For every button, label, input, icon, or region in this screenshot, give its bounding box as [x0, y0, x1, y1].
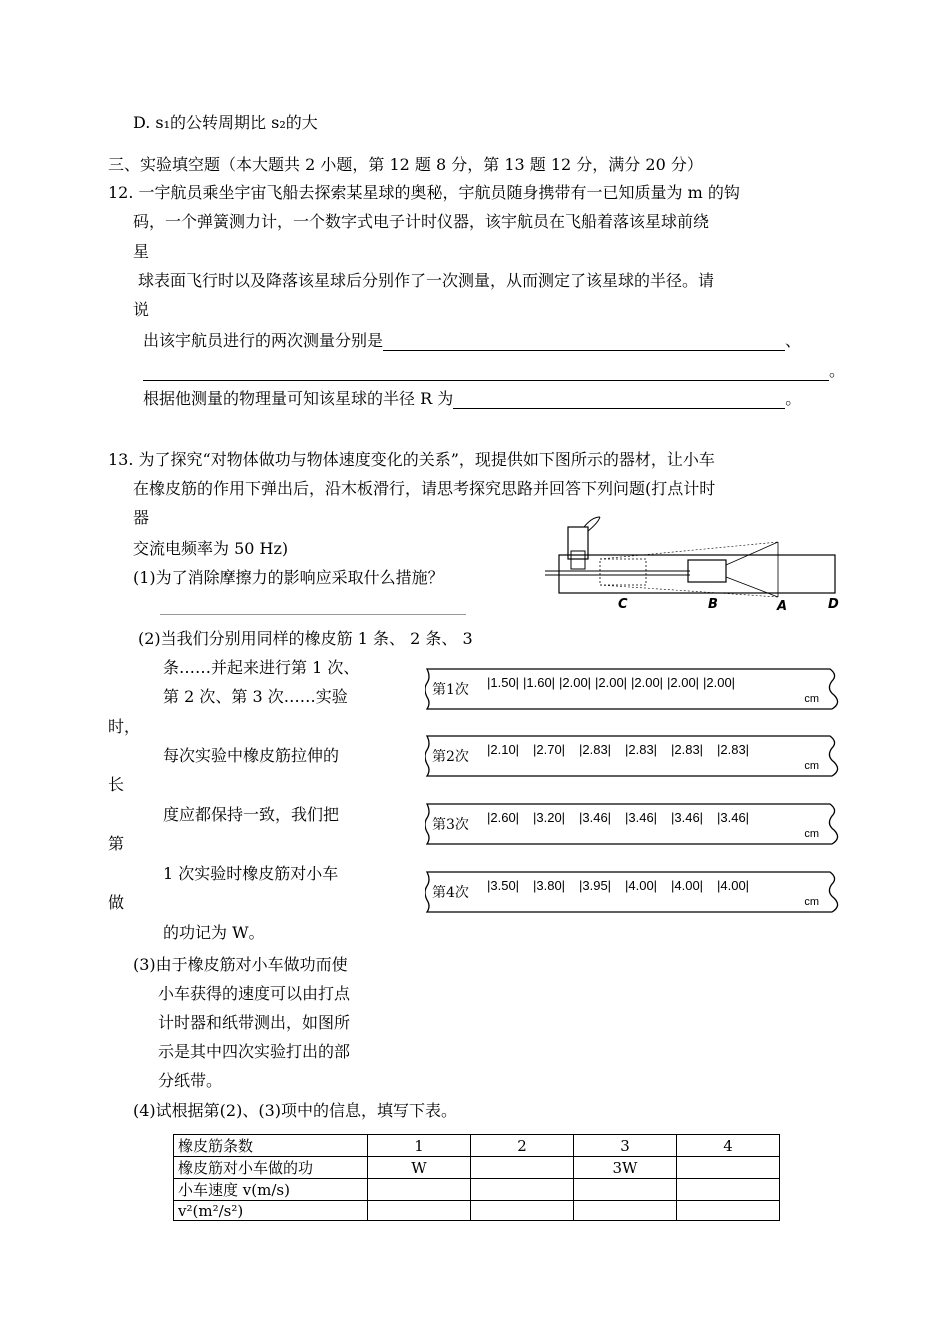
- tape-segment: |3.46|: [717, 810, 750, 825]
- q13-p3-e: 分纸带。: [158, 1071, 223, 1090]
- tape-unit: cm: [804, 693, 819, 705]
- paper-tape: [425, 800, 847, 848]
- cart: [688, 560, 726, 582]
- tape-segment: |3.46|: [671, 810, 704, 825]
- table-row: [174, 1179, 780, 1201]
- q12-line5: 说: [133, 300, 150, 319]
- q13-p3-a: (3)由于橡皮筋对小车做功而使: [133, 955, 348, 974]
- q13-line4: 交流电频率为 50 Hz): [133, 539, 289, 558]
- answer-line-p1[interactable]: [160, 614, 466, 615]
- q13-p3-b: 小车获得的速度可以由打点: [158, 984, 351, 1003]
- table-cell[interactable]: [677, 1157, 780, 1179]
- paper-tape: [425, 868, 847, 916]
- tape-segment: |2.10|: [487, 742, 520, 757]
- tape-label: 第2次: [432, 749, 469, 765]
- tape-segment: |2.00|: [559, 675, 592, 690]
- q13-p2-c: 第 2 次、第 3 次……实验: [163, 687, 348, 706]
- tape-segment: |2.00|: [703, 675, 736, 690]
- q13-p2-e: 每次实验中橡皮筋拉伸的: [163, 746, 340, 765]
- table-cell: 4: [677, 1135, 780, 1157]
- tape-segment: |4.00|: [671, 878, 704, 893]
- q13-p2-g: 度应都保持一致，我们把: [163, 805, 340, 824]
- tape-segment: |4.00|: [717, 878, 750, 893]
- tape-segment: |2.00|: [595, 675, 628, 690]
- paper-tape: [425, 732, 847, 780]
- q13-p2-j: 做: [108, 893, 125, 912]
- tape-label: 第3次: [432, 817, 469, 833]
- answer-blank-2[interactable]: [143, 364, 829, 381]
- table-cell[interactable]: [368, 1179, 471, 1201]
- tape-segment: |3.46|: [625, 810, 658, 825]
- tape-segment: |2.83|: [579, 742, 612, 757]
- tape-segment: |2.83|: [717, 742, 750, 757]
- table-cell: 2: [471, 1135, 574, 1157]
- q13-line2: 在橡皮筋的作用下弹出后，沿木板滑行，请思考探究思路并回答下列问题(打点计时: [133, 479, 716, 498]
- tape-segment: |3.80|: [533, 878, 566, 893]
- label-d: D: [828, 597, 839, 612]
- q13-p2-i: 1 次实验时橡皮筋对小车: [163, 864, 339, 883]
- wooden-board: [559, 555, 835, 593]
- results-table: [173, 1134, 780, 1221]
- table-cell: W: [368, 1157, 471, 1179]
- tape-unit: cm: [804, 828, 819, 840]
- q12-line8: 根据他测量的物理量可知该星球的半径 R 为 。: [143, 389, 802, 408]
- answer-blank-3[interactable]: [453, 392, 785, 409]
- table-row: [174, 1135, 780, 1157]
- section-heading: 三、实验填空题（本大题共 2 小题，第 12 题 8 分，第 13 题 12 分，满分 20 分）: [108, 155, 703, 174]
- tape-segment: |2.70|: [533, 742, 566, 757]
- q12-line7: 。: [143, 361, 845, 381]
- tape-segment: |2.00|: [631, 675, 664, 690]
- q13-p1: (1)为了消除摩擦力的影响应采取什么措施？: [133, 568, 444, 587]
- tape-segment: |3.95|: [579, 878, 612, 893]
- tape-segment: |2.83|: [625, 742, 658, 757]
- table-cell: 3W: [574, 1157, 677, 1179]
- q13-p2-f: 长: [108, 775, 125, 794]
- option-d: D. s₁的公转周期比 s₂的大: [133, 113, 318, 132]
- table-cell[interactable]: [368, 1201, 471, 1221]
- tape-segment: |2.83|: [671, 742, 704, 757]
- q13-p2-d: 时，: [108, 717, 141, 736]
- answer-blank-1[interactable]: [383, 334, 785, 351]
- tape-segment: |4.00|: [625, 878, 658, 893]
- tape-segment: |3.46|: [579, 810, 612, 825]
- q13-p2-h: 第: [108, 834, 125, 853]
- table-cell[interactable]: [471, 1201, 574, 1221]
- table-row: [174, 1201, 780, 1221]
- table-cell[interactable]: [574, 1179, 677, 1201]
- tape-segment: |3.20|: [533, 810, 566, 825]
- table-row: [174, 1157, 780, 1179]
- table-cell: 1: [368, 1135, 471, 1157]
- row-header: 橡皮筋对小车做的功: [174, 1157, 368, 1179]
- table-cell[interactable]: [677, 1201, 780, 1221]
- q13-p4: (4)试根据第(2)、(3)项中的信息，填写下表。: [133, 1101, 457, 1120]
- tape-segment: |1.60|: [523, 675, 556, 690]
- table-cell: 3: [574, 1135, 677, 1157]
- q13-p3-d: 示是其中四次实验打出的部: [158, 1042, 351, 1061]
- tape-segment: |3.50|: [487, 878, 520, 893]
- table-cell[interactable]: [471, 1179, 574, 1201]
- q12-line3: 星: [133, 242, 150, 261]
- q12-line2: 码，一个弹簧测力计，一个数字式电子计时仪器，该宇航员在飞船着落该星球前绕: [133, 212, 710, 231]
- table-cell[interactable]: [471, 1157, 574, 1179]
- q13-line1: 13. 为了探究“对物体做功与物体速度变化的关系”，现提供如下图所示的器材，让小车: [108, 450, 715, 469]
- q13-p2-k: 的功记为 W。: [163, 923, 265, 942]
- tape-segment: |2.60|: [487, 810, 520, 825]
- row-header: 橡皮筋条数: [174, 1135, 368, 1157]
- tape-unit: cm: [804, 896, 819, 908]
- tape-label: 第4次: [432, 885, 469, 901]
- q12-line4: 球表面飞行时以及降落该星球后分别作了一次测量，从而测定了该星球的半径。请: [138, 271, 715, 290]
- tape-segment: |1.50|: [487, 675, 520, 690]
- q13-line3: 器: [133, 508, 150, 527]
- tape-unit: cm: [804, 760, 819, 772]
- q12-line1: 12. 一宇航员乘坐宇宙飞船去探索某星球的奥秘，宇航员随身携带有一已知质量为 m 的钩: [108, 183, 740, 202]
- q12-line6: 出该宇航员进行的两次测量分别是 、: [143, 331, 802, 350]
- label-b: B: [708, 597, 718, 612]
- q13-p2-b: 条……并起来进行第 1 次、: [163, 658, 360, 677]
- label-a: A: [777, 599, 788, 614]
- tape-label: 第1次: [432, 682, 469, 698]
- row-header: v²(m²/s²): [174, 1201, 368, 1221]
- table-cell[interactable]: [677, 1179, 780, 1201]
- tape-segment: |2.00|: [667, 675, 700, 690]
- table-cell[interactable]: [574, 1201, 677, 1221]
- row-header: 小车速度 v(m/s): [174, 1179, 368, 1201]
- label-c: C: [618, 597, 628, 612]
- apparatus-figure: [540, 515, 845, 615]
- q13-p2-a: (2)当我们分别用同样的橡皮筋 1 条、 2 条、 3: [138, 629, 473, 648]
- q13-p3-c: 计时器和纸带测出，如图所: [158, 1013, 351, 1032]
- paper-tape: [425, 665, 847, 713]
